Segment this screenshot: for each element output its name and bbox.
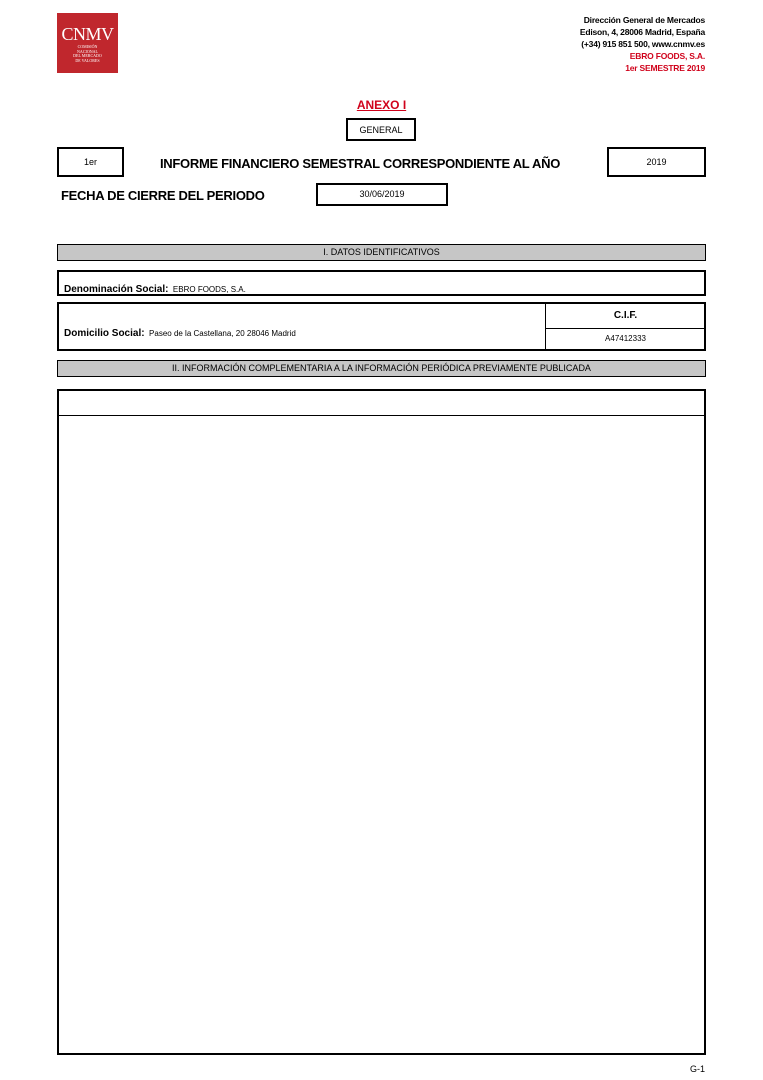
domicilio-value[interactable]: Paseo de la Castellana, 20 28046 Madrid [149,329,296,338]
logo-subtitle: COMISIÓN NACIONAL DEL MERCADO DE VALORES [73,44,102,63]
section-complementary-header: II. INFORMACIÓN COMPLEMENTARIA A LA INFORMACIÓN PERIÓDICA PREVIAMENTE PUBLICADA [57,360,706,377]
complementary-info-box[interactable] [57,389,706,1055]
annex-type-box: GENERAL [346,118,416,141]
year-field[interactable]: 2019 [607,147,706,177]
cif-label: C.I.F. [546,304,705,329]
closing-date-field[interactable]: 30/06/2019 [316,183,448,206]
semester-field[interactable]: 1er [57,147,124,177]
closing-date-label: FECHA DE CIERRE DEL PERIODO [61,188,265,203]
header-company: EBRO FOODS, S.A. [629,51,705,61]
header-department: Dirección General de Mercados [583,15,705,25]
section-identification-header: I. DATOS IDENTIFICATIVOS [57,244,706,261]
cif-cell [545,304,705,349]
page-number: G-1 [690,1064,706,1074]
domicilio-row [57,302,706,351]
denominacion-value[interactable]: EBRO FOODS, S.A. [172,285,246,294]
denominacion-label: Denominación Social: [64,284,169,295]
header-address: Edison, 4, 28006 Madrid, España [579,27,705,37]
report-title: INFORME FINANCIERO SEMESTRAL CORRESPONDIENTE AL AÑO [160,156,561,171]
denominacion-row [57,270,706,296]
annex-title: ANEXO I [356,98,407,112]
header-semester: 1er SEMESTRE 2019 [625,63,705,73]
domicilio-label: Domicilio Social: [64,328,145,339]
logo-wordmark: CNMV [61,24,114,44]
header-contact: (+34) 915 851 500, www.cnmv.es [581,39,705,49]
cif-value[interactable]: A47412333 [605,334,646,343]
complementary-info-header-row [59,391,704,416]
cnmv-logo [57,13,118,73]
